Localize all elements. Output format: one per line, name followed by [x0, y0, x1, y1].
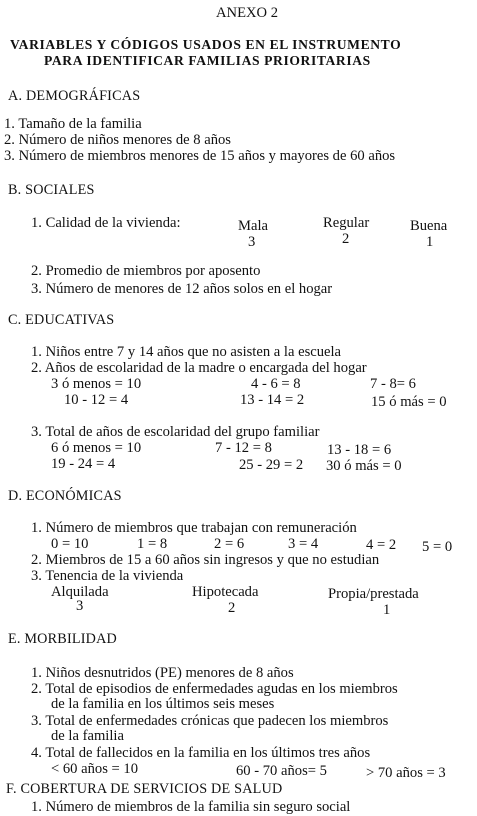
section-e-item-3-cont: de la familia [51, 728, 124, 744]
section-c-item-3: 3. Total de años de escolaridad del grupo familiar [31, 424, 320, 440]
section-b-heading: B. SOCIALES [8, 182, 95, 198]
housing-option-code: 3 [248, 234, 256, 250]
housing-option-label: Buena [410, 218, 448, 234]
section-d-item-1: 1. Número de miembros que trabajan con remuneración [31, 520, 357, 536]
scale-value: 1 = 8 [137, 536, 168, 552]
scale-value: 10 - 12 = 4 [64, 392, 129, 408]
section-f-heading: F. COBERTURA DE SERVICIOS DE SALUD [6, 781, 283, 797]
scale-value: 2 = 6 [214, 536, 245, 552]
tenure-option-label: Alquilada [51, 584, 109, 600]
scale-value: 19 - 24 = 4 [51, 456, 116, 472]
scale-value: 25 - 29 = 2 [239, 457, 304, 473]
housing-option-label: Mala [238, 218, 268, 234]
section-e-item-2-cont: de la familia en los últimos seis meses [51, 696, 275, 712]
section-a-item-3: 3. Número de miembros menores de 15 años y mayores de 60 años [4, 148, 396, 164]
section-a-item-1: 1. Tamaño de la familia [4, 116, 142, 132]
section-d-item-3: 3. Tenencia de la vivienda [31, 568, 184, 584]
scale-value: 30 ó más = 0 [326, 458, 402, 474]
document-title-line-1: VARIABLES Y CÓDIGOS USADOS EN EL INSTRUMENTO [10, 37, 402, 52]
section-e-heading: E. MORBILIDAD [8, 631, 117, 647]
scale-value: 5 = 0 [422, 539, 453, 555]
section-b-item-3: 3. Número de menores de 12 años solos en el hogar [31, 281, 333, 297]
section-c-heading: C. EDUCATIVAS [8, 312, 115, 328]
section-b-item-2: 2. Promedio de miembros por aposento [31, 263, 261, 279]
section-e-item-1: 1. Niños desnutridos (PE) menores de 8 años [31, 665, 294, 681]
scale-value: 13 - 14 = 2 [240, 392, 305, 408]
section-c-item-2: 2. Años de escolaridad de la madre o encargada del hogar [31, 360, 367, 376]
section-e-item-3: 3. Total de enfermedades crónicas que padecen los miembros [31, 713, 389, 729]
housing-option-label: Regular [323, 215, 370, 231]
section-a-item-2: 2. Número de niños menores de 8 años [4, 132, 231, 148]
scale-value: 13 - 18 = 6 [327, 442, 392, 458]
tenure-option-label: Propia/prestada [328, 586, 419, 602]
scale-value: 60 - 70 años= 5 [236, 763, 327, 779]
tenure-option-label: Hipotecada [192, 584, 259, 600]
section-e-item-4: 4. Total de fallecidos en la familia en los últimos tres años [31, 745, 371, 761]
section-d-heading: D. ECONÓMICAS [8, 488, 122, 504]
tenure-option-code: 3 [76, 598, 84, 614]
scale-value: > 70 años = 3 [366, 765, 446, 781]
scale-value: 0 = 10 [51, 536, 89, 552]
annex-label: ANEXO 2 [216, 5, 279, 21]
scale-value: 4 = 2 [366, 537, 397, 553]
scale-value: < 60 años = 10 [51, 761, 138, 777]
section-a-heading: A. DEMOGRÁFICAS [8, 88, 141, 104]
tenure-option-code: 1 [383, 602, 391, 618]
housing-option-code: 1 [426, 234, 434, 250]
housing-option-code: 2 [342, 231, 350, 247]
scale-value: 4 - 6 = 8 [251, 376, 301, 392]
section-b-item-1: 1. Calidad de la vivienda: [31, 215, 181, 231]
section-d-item-2: 2. Miembros de 15 a 60 años sin ingresos y que no estudian [31, 552, 380, 568]
scale-value: 6 ó menos = 10 [51, 440, 142, 456]
section-e-item-2: 2. Total de episodios de enfermedades agudas en los miembros [31, 681, 398, 697]
tenure-option-code: 2 [228, 600, 236, 616]
scale-value: 3 ó menos = 10 [51, 376, 142, 392]
scale-value: 7 - 8= 6 [370, 376, 416, 392]
scale-value: 15 ó más = 0 [371, 394, 447, 410]
section-f-item-1: 1. Número de miembros de la familia sin seguro social [31, 799, 351, 815]
document-title-line-2: PARA IDENTIFICAR FAMILIAS PRIORITARIAS [44, 53, 371, 68]
section-c-item-1: 1. Niños entre 7 y 14 años que no asisten a la escuela [31, 344, 342, 360]
scale-value: 7 - 12 = 8 [215, 440, 272, 456]
scale-value: 3 = 4 [288, 536, 319, 552]
